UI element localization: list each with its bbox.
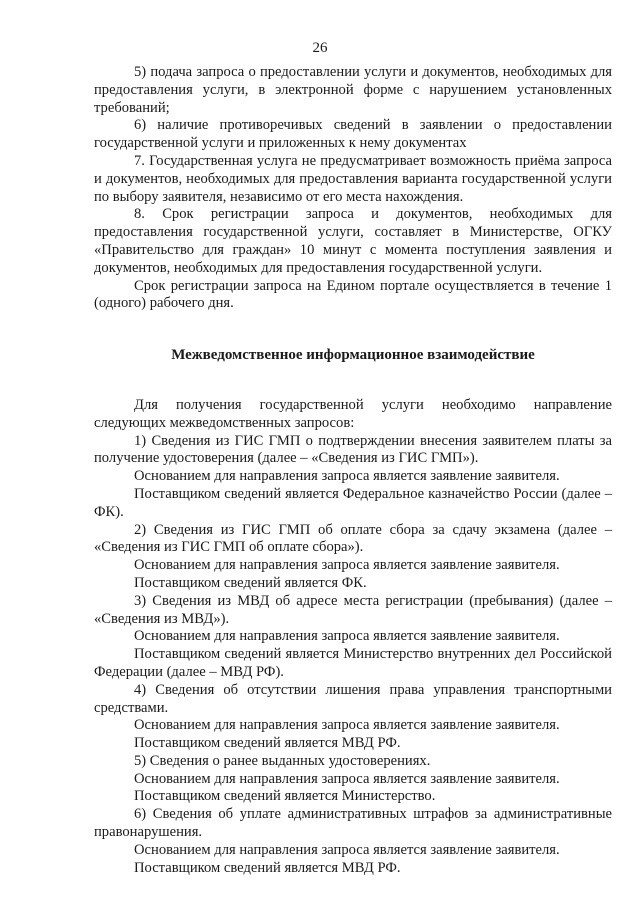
paragraph: 7. Государственная услуга не предусматривает возможность приёма запроса и документов, необходимых для предоставления варианта государственной услуги по выбору заявителя, независимо от его места нахождения.: [94, 152, 612, 205]
paragraph: Основанием для направления запроса является заявление заявителя.: [134, 557, 560, 574]
paragraph: Основанием для направления запроса является заявление заявителя.: [134, 628, 560, 645]
paragraph: 6) Сведения об уплате административных штрафов за административные правонарушения.: [94, 806, 612, 841]
paragraph: 2) Сведения из ГИС ГМП об оплате сбора за сдачу экзамена (далее – «Сведения из ГИС ГМП об оплате сбора»).: [94, 521, 612, 556]
section-heading: Межведомственное информационное взаимодействие: [171, 347, 535, 364]
paragraph: Основанием для направления запроса является заявление заявителя.: [134, 841, 560, 858]
paragraph: 1) Сведения из ГИС ГМП о подтверждении внесения заявителем платы за получение удостоверения (далее – «Сведения из ГИС ГМП»).: [94, 432, 612, 467]
page-number: 26: [312, 40, 328, 56]
paragraph: 4) Сведения об отсутствии лишения права управления транспортными средствами.: [94, 681, 612, 716]
paragraph: Поставщиком сведений является МВД РФ.: [134, 735, 401, 752]
paragraph: Поставщиком сведений является Министерство внутренних дел Российской Федерации (далее – МВД РФ).: [94, 646, 612, 680]
document-body: [94, 64, 612, 877]
paragraph: 6) наличие противоречивых сведений в заявлении о предоставлении государственной услуги и приложенных к нему документах: [94, 117, 612, 152]
paragraph: Срок регистрации запроса на Едином портале осуществляется в течение 1 (одного) рабочего дня.: [94, 277, 612, 312]
paragraph: Для получения государственной услуги необходимо направление следующих межведомственных запросов:: [94, 396, 612, 431]
paragraph: Основанием для направления запроса является заявление заявителя.: [134, 468, 560, 485]
paragraph: Основанием для направления запроса является заявление заявителя.: [134, 717, 560, 734]
paragraph: Поставщиком сведений является Министерство.: [134, 788, 436, 805]
paragraph: 5) Сведения о ранее выданных удостоверениях.: [134, 752, 431, 769]
paragraph: Поставщиком сведений является Федеральное казначейство России (далее – ФК).: [94, 485, 612, 520]
paragraph: Поставщиком сведений является МВД РФ.: [134, 859, 401, 876]
paragraph: Поставщиком сведений является ФК.: [134, 574, 367, 591]
paragraph: Основанием для направления запроса является заявление заявителя.: [134, 770, 560, 787]
paragraph: 5) подача запроса о предоставлении услуги и документов, необходимых для предоставления услуги, в электронной форме с нарушением установленных требований;: [94, 64, 612, 116]
paragraph: 3) Сведения из МВД об адресе места регистрации (пребывания) (далее – «Сведения из МВД»).: [94, 592, 612, 627]
paragraph: 8. Срок регистрации запроса и документов, необходимых для предоставления государственной услуги, составляет в Министерстве, ОГКУ «Правительство для граждан» 10 минут с момента поступления заявления и документов, необходимых для предоставления государственной услуги.: [94, 206, 612, 276]
